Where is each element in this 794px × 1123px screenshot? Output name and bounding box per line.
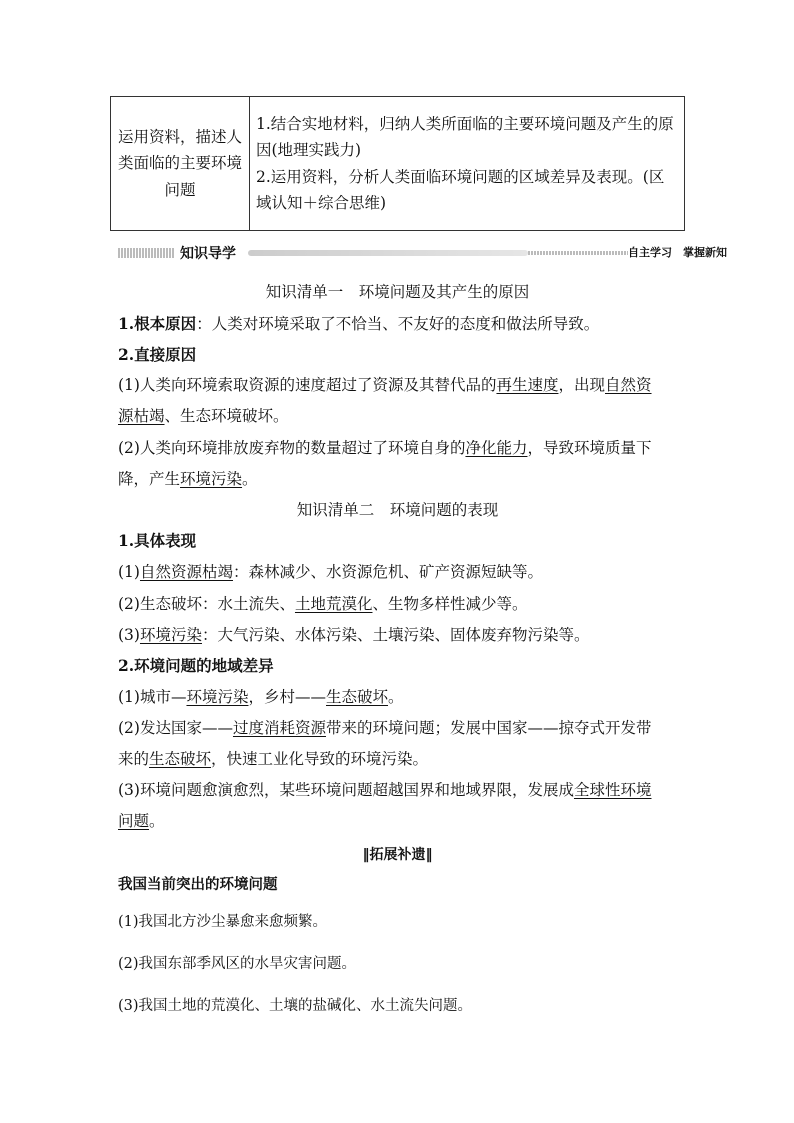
objective-table — [110, 96, 685, 231]
s2-p7-u1: 过度消耗资源 — [232, 719, 326, 737]
s2-p4-u: 环境污染 — [139, 626, 202, 644]
s2-p4-a: (3) — [118, 626, 140, 644]
banner-right-label: 自主学习 掌握新知 — [628, 246, 727, 259]
s2-p2-b: ：森林减少、水资源危机、矿产资源短缺等。 — [232, 563, 543, 581]
section1-heading: 知识清单一 环境问题及其产生的原因 — [265, 283, 530, 301]
s1-p4-u1: 净化能力 — [465, 439, 528, 457]
banner-stripe — [528, 251, 628, 255]
s1-p3-u2: 自然资 — [605, 376, 652, 394]
s2-p2-a: (1) — [118, 563, 140, 581]
extension-title: 我国当前突出的环境问题 — [118, 876, 278, 893]
objective-standard-cell: 运用资料，描述人类面临的主要环境问题 — [111, 97, 250, 231]
s2-p6-c: 。 — [388, 688, 404, 706]
s2-p6-u1: 环境污染 — [186, 688, 249, 706]
s1-p2: 2.直接原因 — [118, 345, 197, 364]
s1-p1 — [118, 312, 599, 334]
banner-title: 知识导学 — [180, 246, 236, 262]
s2-p6-b: ，乡村—— — [248, 688, 326, 706]
extension-tag: ‖拓展补遗‖ — [362, 847, 433, 863]
s1-p4-c: 降，产生 — [118, 470, 181, 488]
s1-p3-u3: 源枯竭 — [118, 407, 165, 425]
s2-p7-u2: 生态破坏 — [149, 750, 212, 768]
s2-p7-c: 来的 — [118, 750, 150, 768]
s2-p2 — [118, 560, 543, 582]
s1-p4-u2: 环境污染 — [180, 470, 243, 488]
s2-p6 — [118, 685, 404, 707]
s1-p4-line2 — [118, 467, 258, 489]
s2-p7-a: (2)发达国家—— — [118, 719, 233, 737]
s2-p4-b: ：大气污染、水体污染、土壤污染、固体废弃物污染等。 — [201, 626, 590, 644]
s1-p3-b: ，出现 — [558, 376, 605, 394]
s2-p7-line2 — [118, 747, 428, 769]
s1-p4-a: (2)人类向环境排放废弃物的数量超过了环境自身的 — [118, 439, 466, 457]
s1-p4-b: ，导致环境质量下 — [527, 439, 652, 457]
s2-p6-a: (1)城市— — [118, 688, 187, 706]
banner-bar — [248, 250, 528, 256]
objective-goal-2: 2.运用资料，分析人类面临环境问题的区域差异及表现。(区域认知＋综合思维) — [256, 167, 665, 212]
s1-p1-text: ：人类对环境采取了不恰当、不友好的态度和做法所导致。 — [196, 315, 600, 333]
s1-p3-line1 — [118, 373, 652, 395]
s2-p8-line2 — [118, 809, 165, 831]
s2-p6-u2: 生态破坏 — [326, 688, 389, 706]
extension-item-2: (2)我国东部季风区的水旱灾害问题。 — [118, 956, 357, 972]
s1-p3-u1: 再生速度 — [496, 376, 559, 394]
s1-p3-c: 、生态环境破坏。 — [164, 407, 289, 425]
s2-p7-line1 — [118, 716, 652, 738]
s1-p4-d: 。 — [242, 470, 258, 488]
extension-item-1: (1)我国北方沙尘暴愈来愈频繁。 — [118, 914, 328, 930]
s2-p7-b: 带来的环境问题；发展中国家——掠夺式开发带 — [325, 719, 652, 737]
s2-p3-u: 土地荒漠化 — [294, 595, 373, 613]
s1-p1-label: 1.根本原因 — [118, 314, 197, 333]
s1-p3-a: (1)人类向环境索取资源的速度超过了资源及其替代品的 — [118, 376, 497, 394]
s2-p3 — [118, 592, 528, 614]
extension-item-3: (3)我国土地的荒漠化、土壤的盐碱化、水土流失问题。 — [118, 998, 473, 1014]
s2-p7-d: ，快速工业化导致的环境污染。 — [211, 750, 429, 768]
s2-p5: 2.环境问题的地域差异 — [118, 656, 274, 675]
s2-p8-u1: 全球性环境 — [573, 781, 652, 799]
s2-p8-b: 。 — [149, 812, 165, 830]
s2-p2-u: 自然资源枯竭 — [139, 563, 233, 581]
s2-p8-a: (3)环境问题愈演愈烈，某些环境问题超越国界和地域界限，发展成 — [118, 781, 574, 799]
s1-p3-line2 — [118, 404, 289, 426]
banner-left-stripe — [118, 248, 174, 258]
s2-p3-b: 、生物多样性减少等。 — [372, 595, 528, 613]
s2-p8-u2: 问题 — [118, 812, 150, 830]
s2-p4 — [118, 623, 590, 645]
s2-p8-line1 — [118, 778, 651, 800]
s2-p1: 1.具体表现 — [118, 531, 197, 550]
objective-goals-cell — [250, 97, 685, 231]
section2-heading: 知识清单二 环境问题的表现 — [296, 501, 499, 519]
section-banner — [118, 243, 727, 263]
s2-p3-a: (2)生态破坏：水土流失、 — [118, 595, 295, 613]
s1-p4-line1 — [118, 436, 652, 458]
objective-goal-1: 1.结合实地材料，归纳人类所面临的主要环境问题及产生的原因(地理实践力) — [256, 114, 674, 159]
